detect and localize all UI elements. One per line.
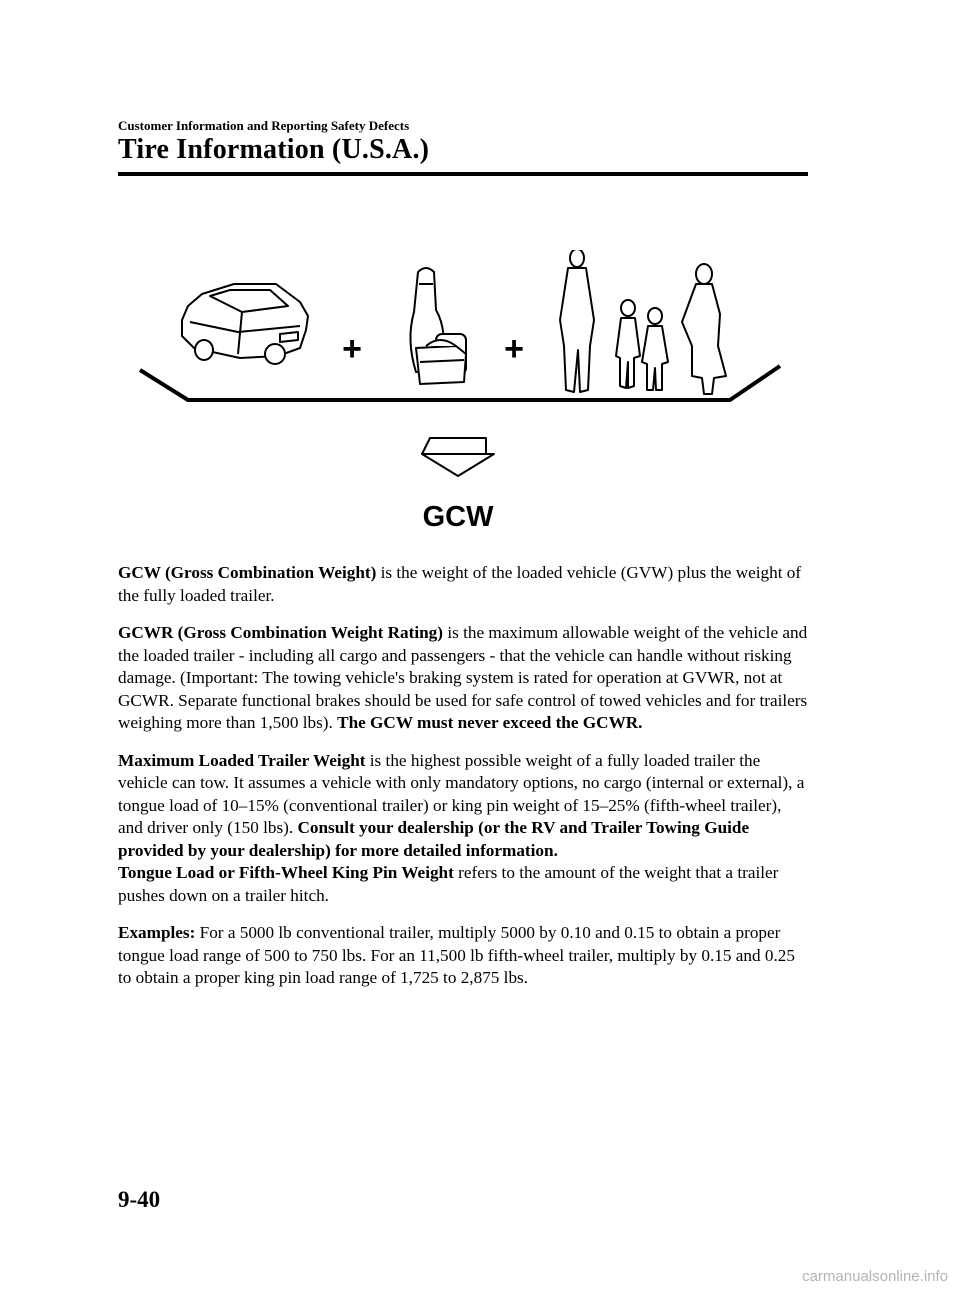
emphasis-max-trailer: Consult your dealership (or the RV and Trailer Towing Guide provided by your dealership) for more detailed information. (118, 818, 750, 860)
plus-sign-2: + (504, 330, 524, 368)
term-gcwr: GCWR (Gross Combination Weight Rating) (118, 623, 444, 642)
footer-watermark: carmanualsonline.info (802, 1268, 948, 1285)
text-examples: For a 5000 lb conventional trailer, multiply 5000 by 0.10 and 0.15 to obtain a proper tongue load range of 500 to 750 lbs. For an 11,500 lb fifth-wheel trailer, multiply by 0.15 and 0.25 to obtain a proper king pin load range of 1,725 to 2,875 lbs. (118, 923, 795, 987)
down-arrow-icon (422, 438, 494, 476)
gcw-result-label: GCW (422, 501, 494, 533)
emphasis-gcwr: The GCW must never exceed the GCWR. (337, 713, 643, 732)
term-tongue-load: Tongue Load or Fifth-Wheel King Pin Weight (118, 863, 454, 882)
text-max-trailer: is the highest possible weight of a fully loaded trailer the vehicle can tow. It assumes a vehicle with only mandatory options, no cargo (internal or external), a tongue load of 10–15% (conventional trailer) or king pin weight of 15–25% (fifth-wheel trailer), and driver only (150 lbs). (118, 750, 805, 837)
text-gcwr: is the maximum allowable weight of the vehicle and the loaded trailer - including all cargo and passengers - that the vehicle can handle without risking damage. (Important: The towing vehicle's braking system is rated for operation at GVWR, not at GCWR. Separate functional brakes should be used for safe control of towed vehicles and for trailers weighing more than 1,500 lbs). (118, 623, 808, 732)
body-text (118, 562, 808, 1005)
page-number: 9-40 (118, 1187, 161, 1212)
text-tongue-load: refers to the amount of the weight that a trailer pushes down on a trailer hitch. (118, 863, 779, 905)
luggage-icon (410, 268, 466, 384)
paragraph-tongue-load (118, 862, 808, 907)
term-max-trailer: Maximum Loaded Trailer Weight (118, 750, 366, 770)
term-examples: Examples: (118, 923, 196, 942)
paragraph-gcwr (118, 622, 808, 735)
section-label: Customer Information and Reporting Safety Defects (118, 118, 410, 133)
family-icon (560, 250, 726, 394)
plus-sign: + (342, 330, 362, 368)
paragraph-max-trailer (118, 750, 808, 863)
title-divider (118, 172, 808, 176)
paragraph-examples (118, 922, 808, 990)
car-icon (182, 284, 308, 364)
paragraph-gcw (118, 562, 808, 607)
text-gcw: is the weight of the loaded vehicle (GVW) plus the weight of the fully loaded trailer. (118, 563, 802, 605)
gcw-illustration (130, 250, 790, 540)
page-title: Tire Information (U.S.A.) (118, 134, 430, 165)
term-gcw: GCW (Gross Combination Weight) (118, 563, 377, 582)
